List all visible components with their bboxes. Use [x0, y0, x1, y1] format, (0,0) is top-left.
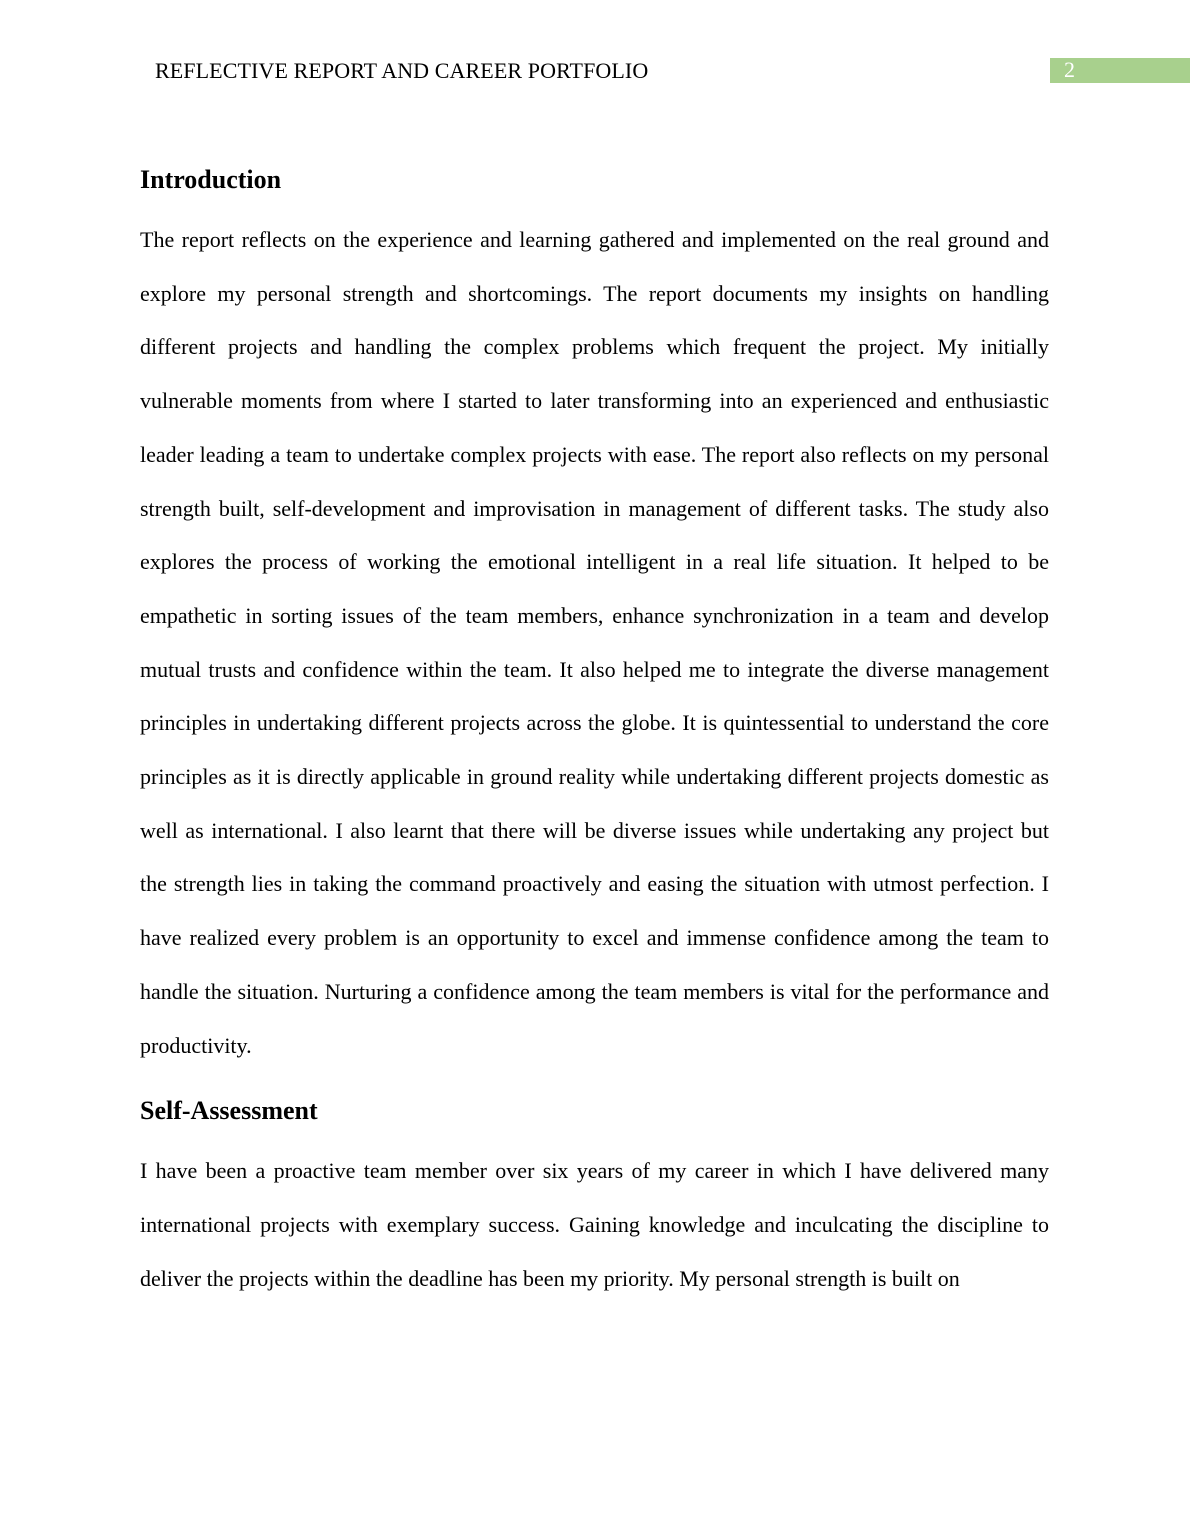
self-assessment-paragraph: I have been a proactive team member over six years of my career in which I have delivered many international projects with exemplary success. Gaining knowledge and inculcating the discipline to deliver the projects within the deadline has been my priority. My personal strength is built on: [140, 1158, 1049, 1291]
section-heading-self-assessment: Self-Assessment: [140, 1096, 318, 1126]
page-number: 2: [1064, 57, 1075, 82]
running-head: REFLECTIVE REPORT AND CAREER PORTFOLIO: [155, 58, 649, 83]
document-body: [140, 160, 1049, 1305]
section-heading-introduction: Introduction: [140, 165, 282, 194]
page-number-badge: [1050, 58, 1190, 83]
introduction-paragraph: The report reflects on the experience and learning gathered and implemented on the real ground and explore my personal strength and shortcomings. The report documents my insights on handling different projects and handling the complex problems which frequent the project. My initially vulnerable moments from where I started to later transforming into an experienced and enthusiastic leader leading a team to undertake complex projects with ease. The report also reflects on my personal strength built, self-development and improvisation in management of different tasks. The study also explores the process of working the emotional intelligent in a real life situation. It helped to be empathetic in sorting issues of the team members, enhance synchronization in a team and develop mutual trusts and confidence within the team. It also helped me to integrate the diverse management principles in undertaking different projects across the globe. It is quintessential to understand the core principles as it is directly applicable in ground reality while undertaking different projects domestic as well as international. I also learnt that there will be diverse issues while undertaking any project but the strength lies in taking the command proactively and easing the situation with utmost perfection. I have realized every problem is an opportunity to excel and immense confidence among the team to handle the situation. Nurturing a confidence among the team members is vital for the performance and productivity.: [140, 227, 1049, 1058]
